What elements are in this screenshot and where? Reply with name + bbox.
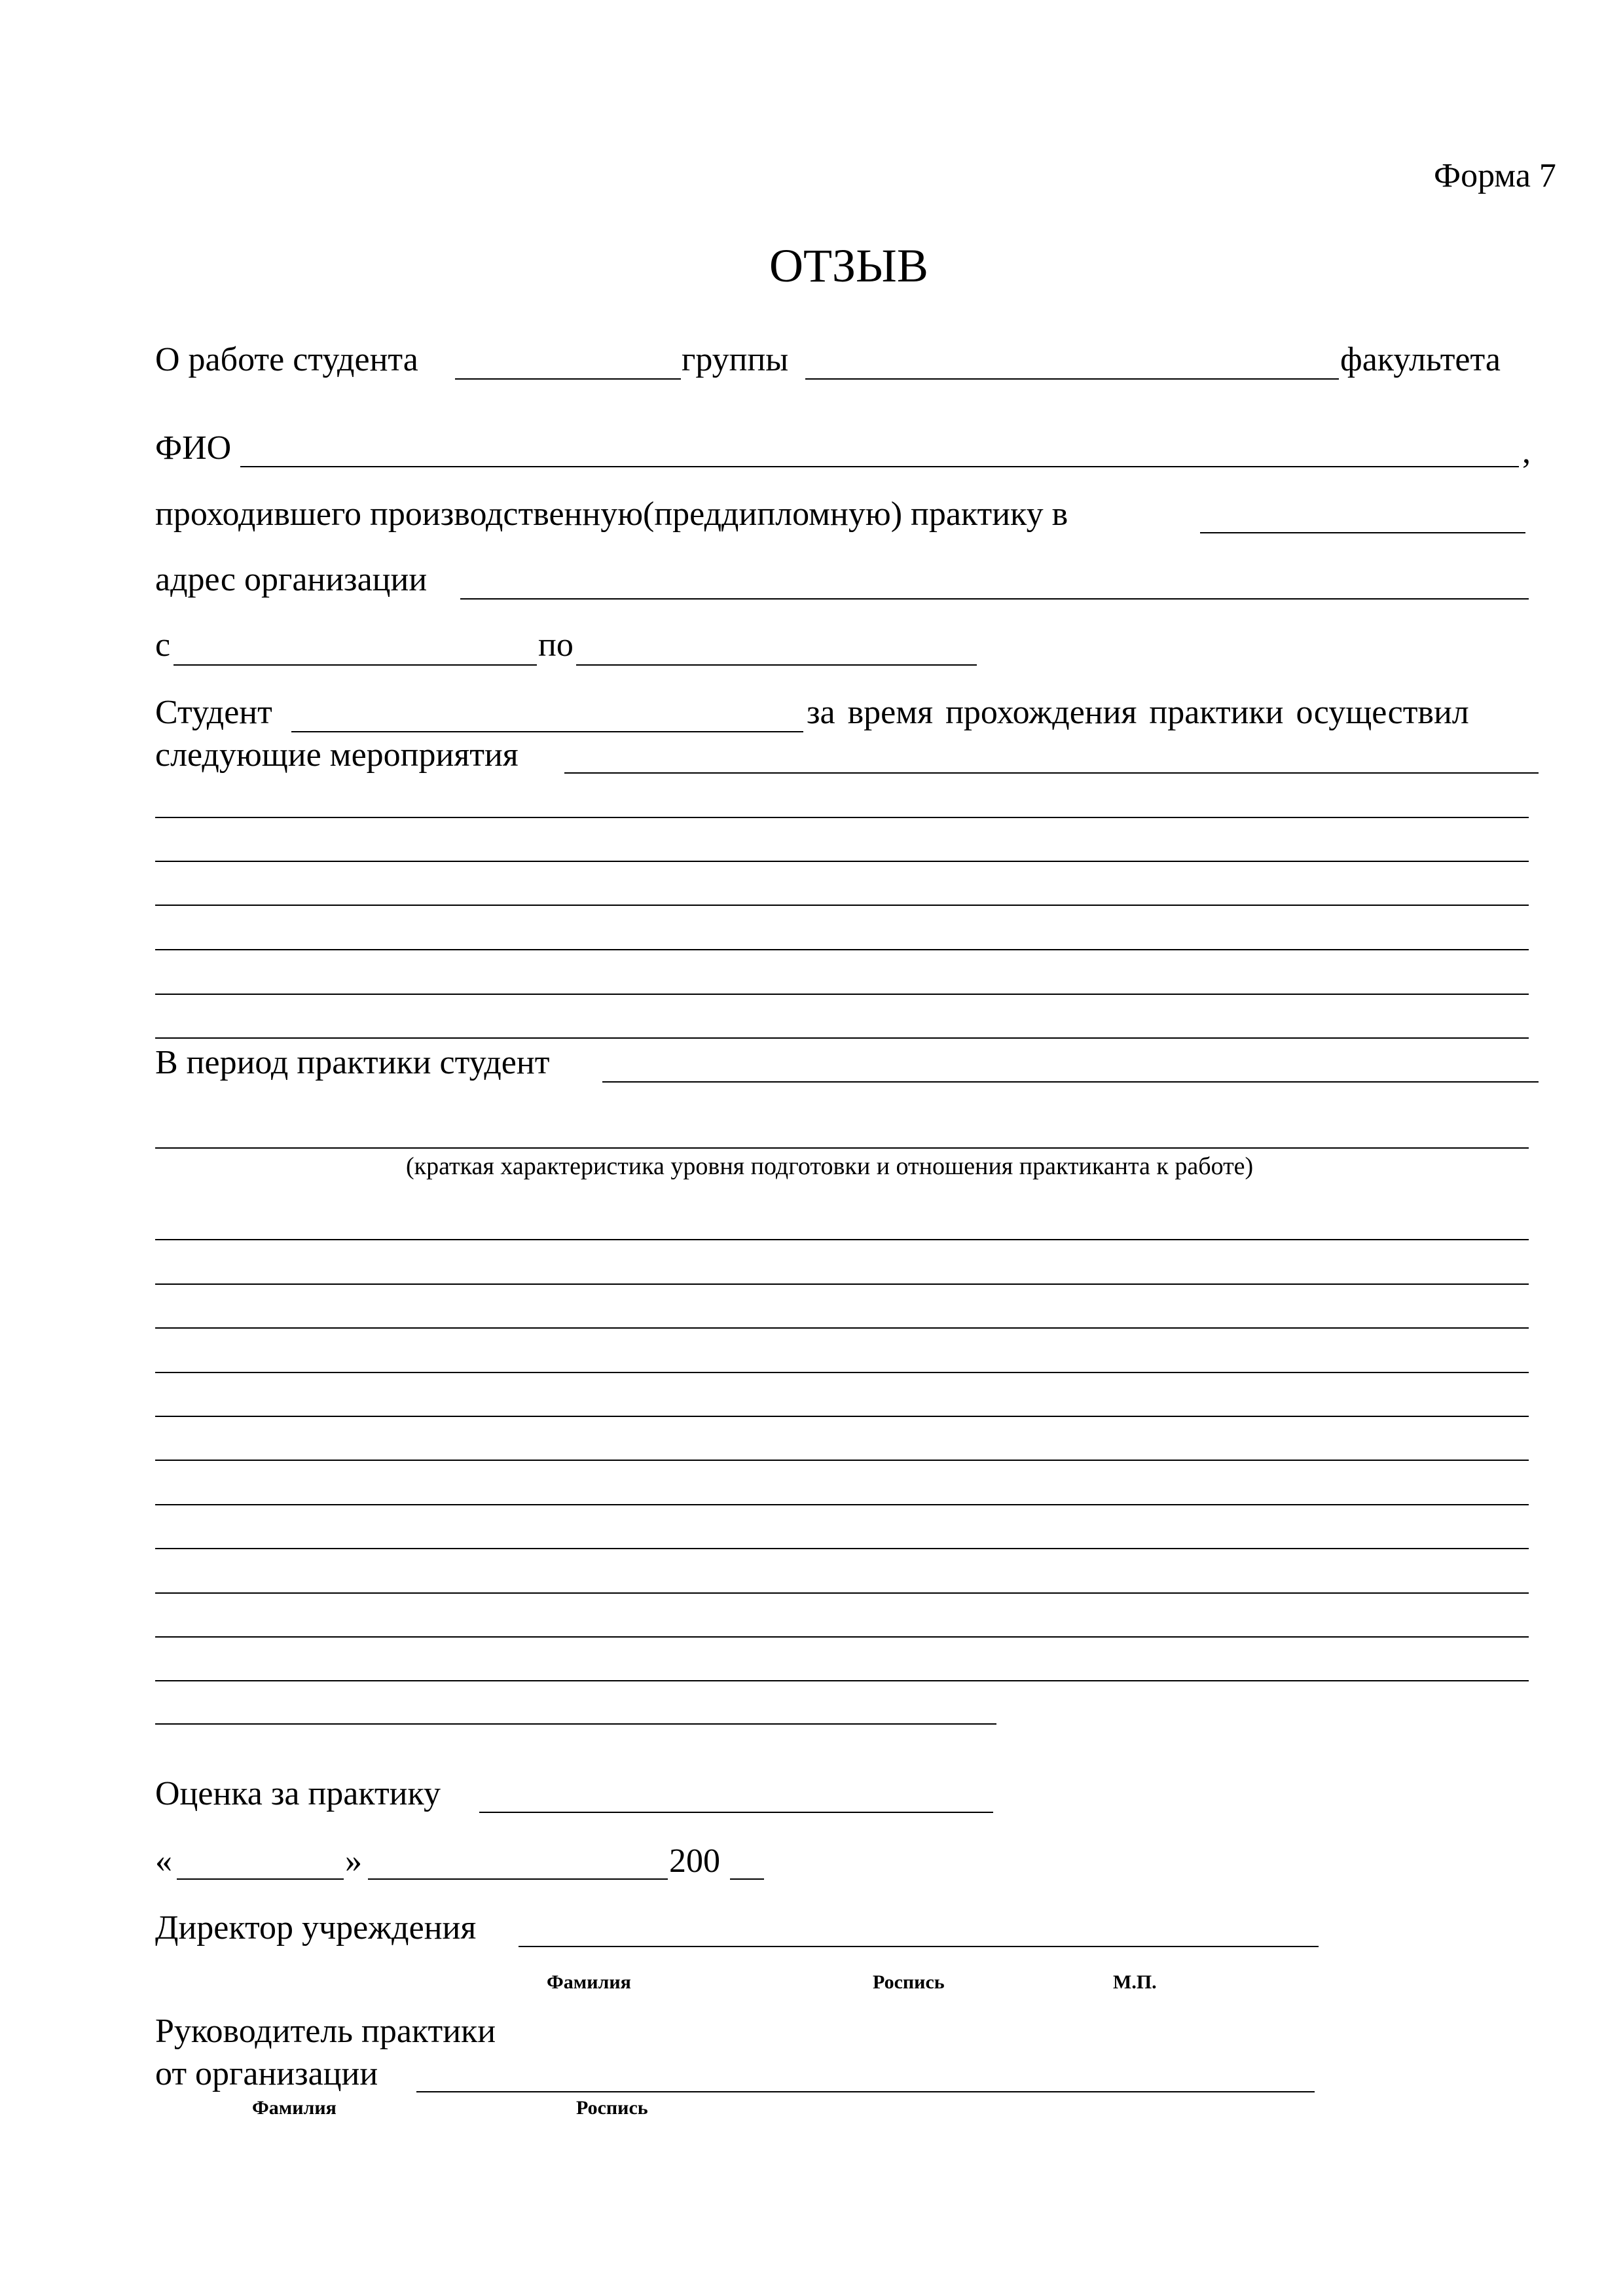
fio-field[interactable]: [240, 466, 1519, 467]
characteristic-line[interactable]: [155, 1636, 1529, 1638]
date-to-field[interactable]: [576, 664, 977, 666]
date-to-label: по: [538, 626, 574, 664]
year-field[interactable]: [730, 1878, 764, 1880]
supervisor-signature-caption: Роспись: [576, 2097, 648, 2119]
director-signature-caption: Роспись: [873, 1971, 945, 1993]
characteristic-line[interactable]: [155, 1416, 1529, 1417]
student-name-label: Студент: [155, 694, 272, 731]
characteristic-line[interactable]: [155, 1548, 1529, 1549]
activities-field[interactable]: [564, 772, 1539, 774]
characteristic-caption: (краткая характеристика уровня подготовки и отношения практиканта к работе): [406, 1153, 1254, 1180]
grade-label: Оценка за практику: [155, 1775, 441, 1812]
quote-close: »: [345, 1842, 362, 1880]
director-label: Директор учреждения: [155, 1909, 477, 1946]
faculty-label: факультета: [1340, 341, 1501, 378]
group-field[interactable]: [805, 378, 1339, 380]
grade-field[interactable]: [479, 1812, 993, 1813]
characteristic-line[interactable]: [155, 1592, 1529, 1594]
characteristic-line[interactable]: [155, 1327, 1529, 1329]
org-address-label: адрес организации: [155, 561, 428, 598]
date-from-label: с: [155, 626, 171, 664]
activities-line[interactable]: [155, 1037, 1529, 1039]
activities-line[interactable]: [155, 905, 1529, 906]
fio-comma: ,: [1522, 433, 1531, 471]
director-surname-caption: Фамилия: [547, 1971, 631, 1993]
characteristic-line[interactable]: [155, 1680, 1529, 1681]
student-label: О работе студента: [155, 341, 418, 378]
director-field[interactable]: [519, 1946, 1319, 1947]
practice-label: проходившего производственную(преддипломную) практику в: [155, 495, 1068, 533]
during-practice-text: за время прохождения практики осуществил: [807, 694, 1469, 731]
student-course-field[interactable]: [455, 378, 681, 380]
quote-open: «: [155, 1842, 172, 1880]
characteristic-line[interactable]: [155, 1372, 1529, 1373]
characteristic-line[interactable]: [155, 1460, 1529, 1461]
org-address-field[interactable]: [460, 598, 1529, 600]
supervisor-field[interactable]: [416, 2091, 1315, 2092]
activities-line[interactable]: [155, 949, 1529, 950]
period-label: В период практики студент: [155, 1044, 550, 1081]
day-field[interactable]: [177, 1878, 344, 1880]
supervisor-org-label: от организации: [155, 2055, 378, 2092]
activities-label: следующие мероприятия: [155, 736, 519, 774]
characteristic-line[interactable]: [155, 1723, 996, 1725]
activities-line[interactable]: [155, 994, 1529, 995]
form-number: Форма 7: [1434, 157, 1556, 194]
stamp-caption: М.П.: [1113, 1971, 1157, 1993]
activities-line[interactable]: [155, 861, 1529, 862]
date-from-field[interactable]: [173, 664, 537, 666]
characteristic-line[interactable]: [155, 1147, 1529, 1149]
characteristic-line[interactable]: [155, 1504, 1529, 1505]
supervisor-label: Руководитель практики: [155, 2013, 496, 2050]
form-title: ОТЗЫВ: [769, 240, 928, 292]
fio-label: ФИО: [155, 429, 232, 467]
period-field[interactable]: [602, 1081, 1539, 1083]
group-label: группы: [682, 341, 789, 378]
year-prefix: 200: [669, 1842, 720, 1880]
student-name-field[interactable]: [291, 731, 803, 732]
practice-place-field[interactable]: [1200, 532, 1525, 533]
activities-line[interactable]: [155, 817, 1529, 818]
month-field[interactable]: [368, 1878, 668, 1880]
supervisor-surname-caption: Фамилия: [252, 2097, 337, 2119]
characteristic-line[interactable]: [155, 1239, 1529, 1240]
characteristic-line[interactable]: [155, 1283, 1529, 1285]
